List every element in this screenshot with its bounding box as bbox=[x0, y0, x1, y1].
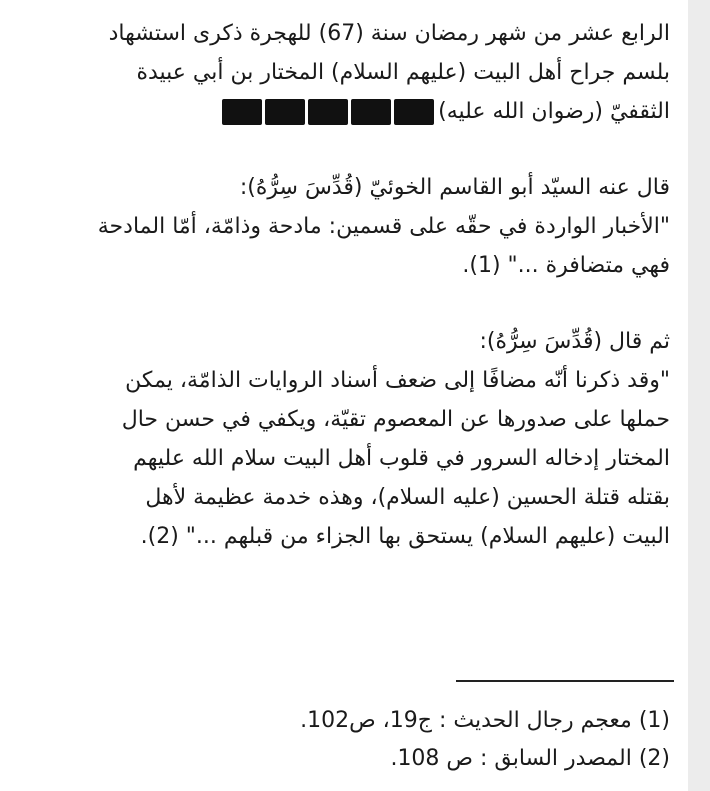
text-line: الرابع عشر من شهر رمضان سنة (67) للهجرة ذكرى استشهاد bbox=[108, 21, 670, 46]
footnote-divider bbox=[456, 680, 674, 682]
footnote-2: (2) المصدر السابق : ص 108. bbox=[390, 746, 670, 771]
footnotes bbox=[0, 702, 686, 778]
paragraph-quote-1 bbox=[0, 168, 686, 285]
text-line: "الأخبار الواردة في حقّه على قسمين: مادحة وذامّة، أمّا المادحة bbox=[97, 214, 670, 239]
censor-block bbox=[351, 99, 391, 125]
footnote-1: (1) معجم رجال الحديث : ج19، ص102. bbox=[300, 708, 670, 733]
text-line: بقتله قتلة الحسين (عليه السلام)، وهذه خدمة عظيمة لأهل bbox=[145, 485, 670, 510]
paragraph-intro bbox=[0, 14, 686, 131]
text-line: "وقد ذكرنا أنّه مضافًا إلى ضعف أسناد الروايات الذامّة، يمكن bbox=[125, 368, 670, 393]
text-line: البيت (عليهم السلام) يستحق بها الجزاء من قبلهم ..." (2). bbox=[140, 524, 670, 549]
text-line: بلسم جراح أهل البيت (عليهم السلام) المختار بن أبي عبيدة bbox=[136, 60, 670, 85]
text-line: المختار إدخاله السرور في قلوب أهل البيت سلام الله عليهم bbox=[133, 446, 670, 471]
censor-block bbox=[265, 99, 305, 125]
text-line: ثم قال (قُدِّسَ سِرُّهُ): bbox=[479, 329, 670, 354]
document-body bbox=[0, 14, 686, 556]
text-line: حملها على صدورها عن المعصوم تقيّة، ويكفي في حسن حال bbox=[121, 407, 670, 432]
censored-blocks bbox=[222, 99, 434, 125]
paragraph-quote-2 bbox=[0, 322, 686, 556]
censor-block bbox=[308, 99, 348, 125]
text-line: قال عنه السيّد أبو القاسم الخوئيّ (قُدِّسَ سِرُّهُ): bbox=[239, 175, 670, 200]
scrollbar-track[interactable] bbox=[688, 0, 710, 791]
censor-block bbox=[222, 99, 262, 125]
text-line: فهي متضافرة ..." (1). bbox=[462, 253, 670, 278]
text-line: الثقفيّ (رضوان الله عليه) bbox=[438, 99, 670, 124]
text-line-with-censor bbox=[10, 92, 670, 131]
censor-block bbox=[394, 99, 434, 125]
